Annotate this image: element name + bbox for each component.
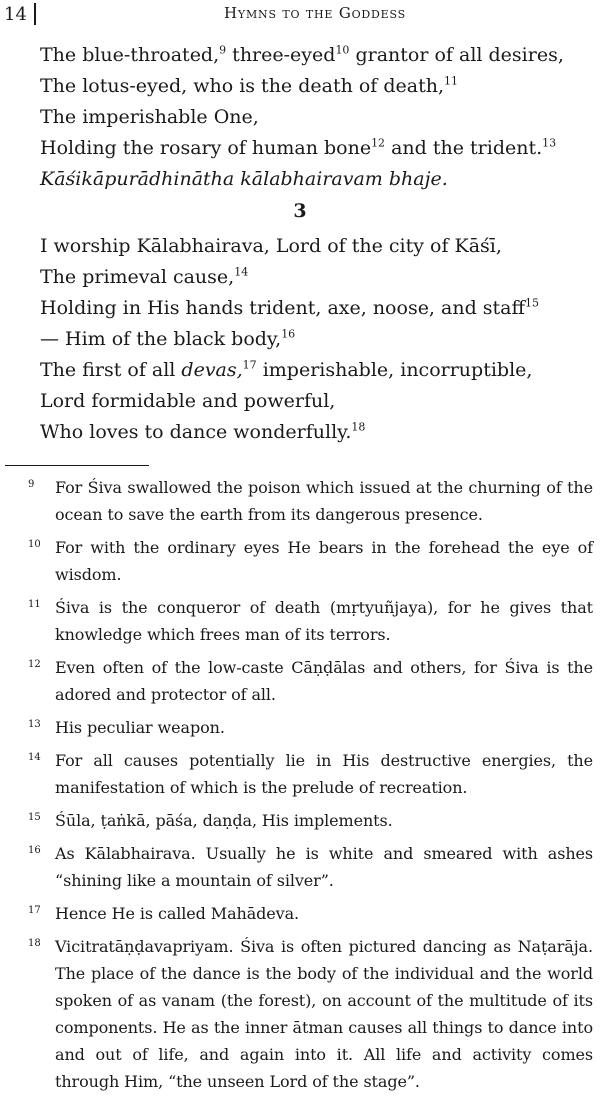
verse-text: grantor of all desires, <box>349 44 564 66</box>
verse-line <box>40 133 590 164</box>
footnote-ref: 12 <box>371 136 386 150</box>
footnote-ref: 9 <box>219 43 227 57</box>
footnote-17 <box>28 900 593 927</box>
footnote-text: Śūla, ṭaṅkā, pāśa, daṇḍa, His implements. <box>55 811 393 830</box>
footnote-16 <box>28 840 593 894</box>
verse-line <box>40 102 590 133</box>
footnote-text: For with the ordinary eyes He bears in the forehead the eye of wisdom. <box>55 538 593 584</box>
verse-line <box>40 386 590 417</box>
verse-text: The lotus-eyed, who is the death of death, <box>40 75 445 97</box>
footnote-separator <box>5 465 149 466</box>
footnote-number: 13 <box>28 719 41 730</box>
footnote-10 <box>28 534 593 588</box>
footnote-14 <box>28 747 593 801</box>
footnote-ref: 14 <box>234 265 249 279</box>
page-number: 14 <box>4 4 27 25</box>
verse-text: Lord formidable and powerful, <box>40 390 336 412</box>
verse-text: Who loves to dance wonderfully. <box>40 421 352 443</box>
footnote-9 <box>28 474 593 528</box>
footnote-number: 16 <box>28 845 41 856</box>
footnote-text: Even often of the low-caste Cāṇḍālas and others, for Śiva is the adored and protector of all. <box>55 658 593 704</box>
verse-text: and the trident. <box>385 137 543 159</box>
verse-text: The first of all <box>40 359 182 381</box>
footnote-text: Śiva is the conqueror of death (mṛtyuñjaya), for he gives that knowledge which frees man of its terrors. <box>55 598 593 644</box>
verse-text: Holding the rosary of human bone <box>40 137 372 159</box>
footnote-ref: 10 <box>335 43 350 57</box>
verse-3-block <box>40 231 590 448</box>
verse-text: Holding in His hands trident, axe, noose, and staff <box>40 297 525 319</box>
footnote-text: For all causes potentially lie in His destructive energies, the manifestation of which is the prelude of recreation. <box>55 751 593 797</box>
footnote-ref: 17 <box>242 358 257 372</box>
footnote-number: 10 <box>28 539 41 550</box>
footnotes <box>28 474 593 1101</box>
footnote-ref: 15 <box>525 296 539 310</box>
footnote-text: His peculiar weapon. <box>55 718 225 737</box>
verse-text: — Him of the black body, <box>40 328 282 350</box>
verse-line <box>40 40 590 71</box>
verse-line <box>40 355 590 386</box>
footnote-number: 11 <box>28 599 41 610</box>
footnote-11 <box>28 594 593 648</box>
footnote-text: For Śiva swallowed the poison which issued at the churning of the ocean to save the earth from its dangerous presence. <box>55 478 593 524</box>
footnote-text: Vicitratāṇḍavapriyam. Śiva is often pictured dancing as Naṭarāja. The place of the dance is the body of the individual and the world spoken of as vanam (the forest), on account of the multitude of its components. He as the inner ātman causes all things to dance into and out of life, and again into it. All life and activity comes through Him, “the unseen Lord of the stage”. <box>55 937 593 1091</box>
verse-2-block <box>40 40 590 195</box>
verse-line <box>40 262 590 293</box>
verse-line <box>40 293 590 324</box>
verse-line <box>40 71 590 102</box>
verse-text: The imperishable One, <box>40 106 259 128</box>
verse-line <box>40 324 590 355</box>
verse-text: Kāśikāpurādhinātha kālabhairavam bhaje. <box>40 168 448 190</box>
verse-text: imperishable, incorruptible, <box>256 359 533 381</box>
verse-italic-term: devas, <box>181 359 243 381</box>
verse-number: 3 <box>293 200 307 222</box>
verse-text: The blue-throated, <box>40 44 220 66</box>
footnote-number: 12 <box>28 659 41 670</box>
footnote-ref: 16 <box>281 327 296 341</box>
verse-line <box>40 417 590 448</box>
footnote-ref: 11 <box>444 74 459 88</box>
footnote-number: 18 <box>28 938 41 949</box>
verse-refrain <box>40 164 590 195</box>
running-title: Hymns to the Goddess <box>224 4 406 22</box>
footnote-number: 9 <box>28 479 35 490</box>
footnote-number: 15 <box>28 812 41 823</box>
footnote-ref: 13 <box>542 136 557 150</box>
footnote-13 <box>28 714 593 741</box>
verse-text: three-eyed <box>226 44 336 66</box>
footnote-text: As Kālabhairava. Usually he is white and smeared with ashes “shining like a mountain of silver”. <box>55 844 593 890</box>
footnote-15 <box>28 807 593 834</box>
footnote-text: Hence He is called Mahādeva. <box>55 904 300 923</box>
footnote-number: 17 <box>28 905 41 916</box>
page-header <box>0 0 600 30</box>
verse-text: The primeval cause, <box>40 266 235 288</box>
footnote-ref: 18 <box>351 420 366 434</box>
footnote-number: 14 <box>28 752 41 763</box>
verse-text: I worship Kālabhairava, Lord of the city of Kāśī, <box>40 235 502 257</box>
footnote-18 <box>28 933 593 1095</box>
verse-line <box>40 231 590 262</box>
footnote-12 <box>28 654 593 708</box>
